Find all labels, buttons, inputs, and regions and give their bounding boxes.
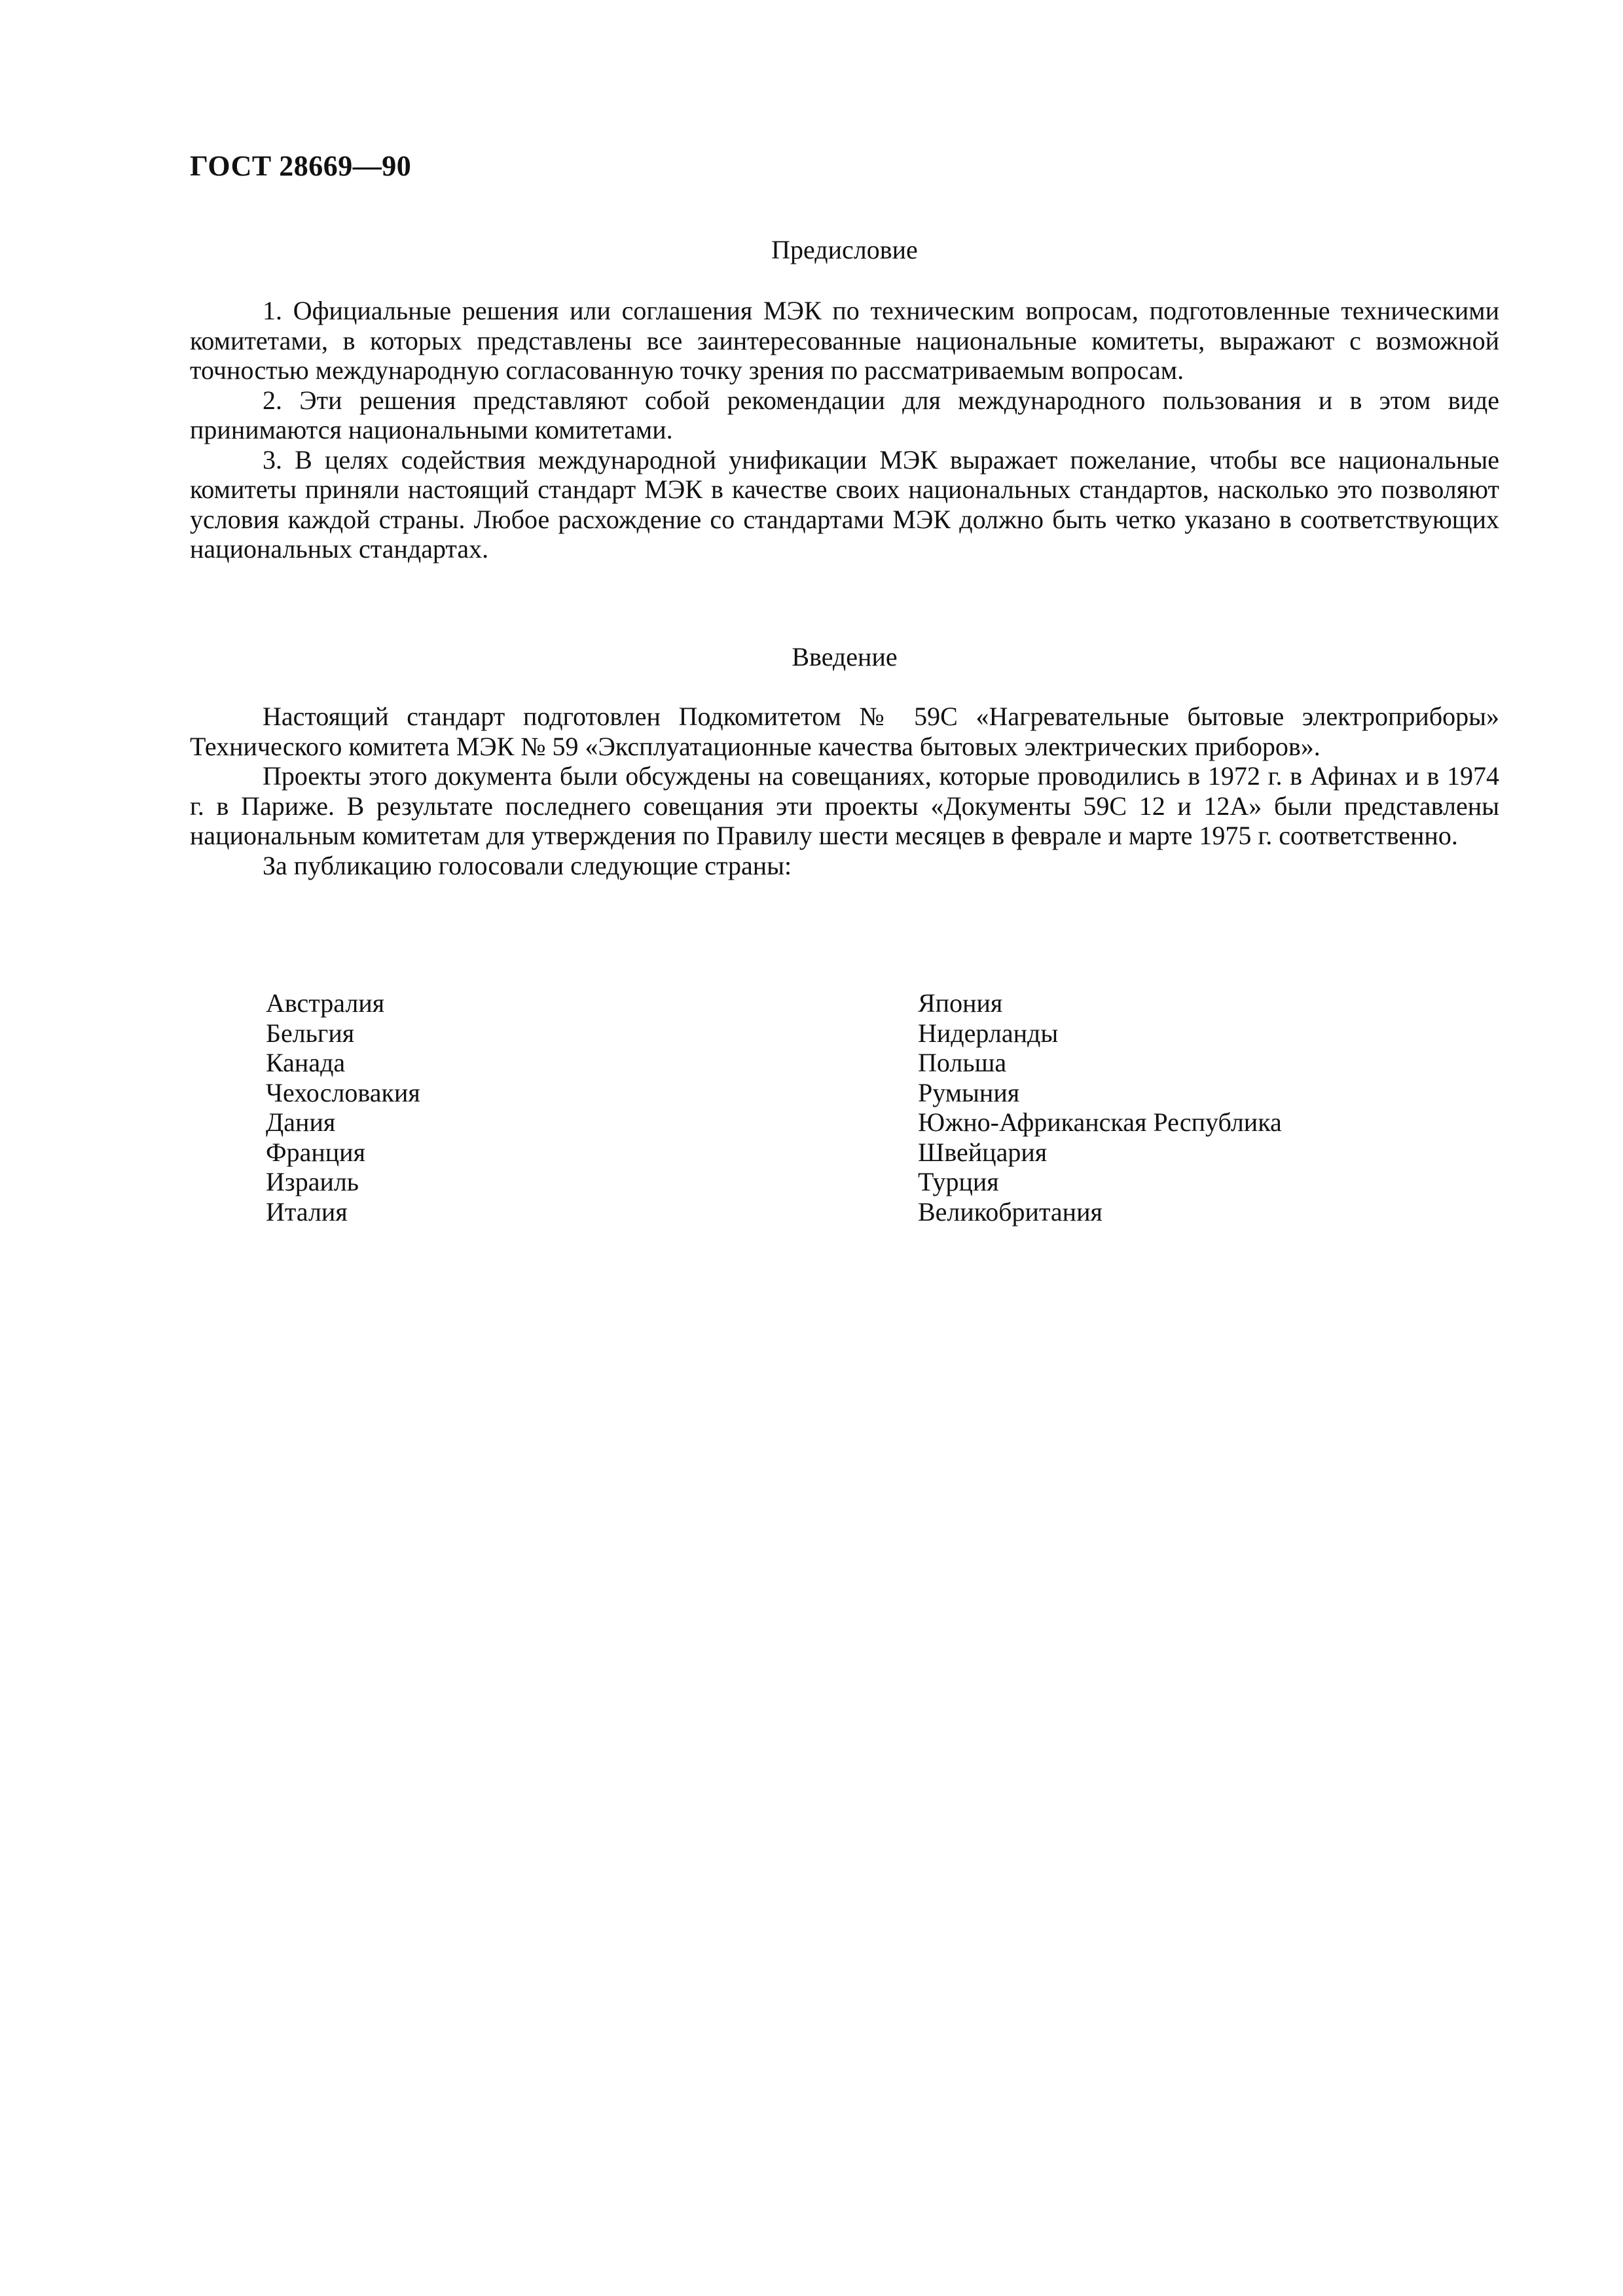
countries-right-column bbox=[918, 988, 1282, 1227]
foreword-paragraph-1: 1. Официальные решения или соглашения МЭК по техническим вопросам, подготовленные техническими комитетами, в которых представлены все заинтересованные национальные комитеты, выражают с возможной точностью международную согласованную точку зрения по рассматриваемым вопросам. bbox=[190, 296, 1499, 385]
foreword-body bbox=[190, 296, 1499, 564]
list-item: Франция bbox=[266, 1137, 365, 1167]
list-item: Австралия bbox=[266, 988, 385, 1018]
list-item: Израиль bbox=[266, 1167, 359, 1196]
document-code: ГОСТ 28669—90 bbox=[190, 150, 412, 182]
list-item: Румыния bbox=[918, 1077, 1020, 1107]
list-item: Бельгия bbox=[266, 1018, 355, 1048]
list-item: Турция bbox=[918, 1167, 999, 1196]
introduction-paragraph-3: За публикацию голосовали следующие страны: bbox=[263, 850, 792, 880]
list-item: Канада bbox=[266, 1048, 346, 1077]
list-item: Великобритания bbox=[918, 1196, 1103, 1227]
list-item: Южно-Африканская Республика bbox=[918, 1107, 1282, 1137]
introduction-paragraph-1: Настоящий стандарт подготовлен Подкомитетом № 59С «Нагревательные бытовые электроприборы» Технического комитета МЭК № 59 «Эксплуатационные качества бытовых электрических приборов». bbox=[190, 702, 1499, 761]
list-item: Польша bbox=[918, 1048, 1007, 1077]
countries-left-column bbox=[266, 988, 420, 1227]
introduction-title: Введение bbox=[792, 642, 898, 672]
introduction-paragraph-2: Проекты этого документа были обсуждены на совещаниях, которые проводились в 1972 г. в Афинах и в 1974 г. в Париже. В результате последнего совещания эти проекты «Документы 59С 12 и 12А» были представлены национальным комитетам для утверждения по Правилу шести месяцев в феврале и марте 1975 г. соответственно. bbox=[190, 761, 1499, 850]
list-item: Чехословакия bbox=[266, 1077, 420, 1107]
list-item: Дания bbox=[266, 1107, 336, 1137]
list-item: Италия bbox=[266, 1196, 348, 1227]
introduction-body bbox=[190, 702, 1499, 880]
foreword-paragraph-2: 2. Эти решения представляют собой рекомендации для международного пользования и в этом виде принимаются национальными комитетами. bbox=[190, 385, 1499, 444]
list-item: Япония bbox=[918, 988, 1003, 1018]
foreword-paragraph-3: 3. В целях содействия международной унификации МЭК выражает пожелание, чтобы все национальные комитеты приняли настоящий стандарт МЭК в качестве своих национальных стандартов, насколько это позволяют условия каждой страны. Любое расхождение со стандартами МЭК должно быть четко указано в соответствующих национальных стандартах. bbox=[190, 444, 1499, 564]
list-item: Швейцария bbox=[918, 1137, 1048, 1167]
list-item: Нидерланды bbox=[918, 1018, 1059, 1048]
foreword-title: Предисловие bbox=[771, 235, 918, 264]
